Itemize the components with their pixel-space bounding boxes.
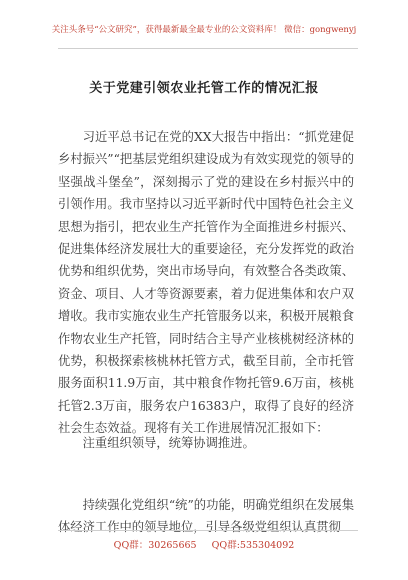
footer (0, 538, 408, 552)
document-title: 关于党建引领农业托管工作的情况汇报 (89, 81, 319, 96)
footer-qq-group-1: QQ群：30265665 (113, 540, 197, 551)
paragraph-heading: 注重组织领导，统筹协调推进。 (82, 436, 255, 450)
paragraph-body: 持续强化党组织“统”的功能，明确党组织在发展集体经济工作中的领导地位，引导各级党组织认真贯彻 (58, 498, 354, 535)
footer-qq-group-2: QQ群:535304092 (211, 540, 295, 551)
header-banner: 关注头条号“公文研究”，获得最新最全最专业的公文资料库！ 微信：gongwenyj (51, 25, 357, 35)
footer-divider (58, 530, 358, 531)
paragraph-intro: 习近平总书记在党的XX大报告中指出：“抓党建促乡村振兴”“把基层党组织建设成为有效实现党的领导的坚强战斗堡垒”，深刻揭示了党的建设在乡村振兴中的引领作用。我市坚持以习近平新时代中国特色社会主义思想为指引，把农业生产托管作为全面推进乡村振兴、促进集体经济发展壮大的重要途径，充分发挥党的政治优势和组织优势，突出市场导向，有效整合各类政策、资金、项目、人才等资源要素，着力促进集体和农户双增收。我市实施农业生产托管服务以来，积极开展粮食作物农业生产托管，同时结合主导产业核桃树经济林的优势，积极探索核桃林托管方式，截至目前，全市托管服务面积11.9万亩，其中粮食作物托管9.6万亩，核桃托管2.3万亩，服务农户16383户，取得了良好的经济社会生态效益。现将有关工作进展情况汇报如下： (58, 130, 354, 436)
header-divider (58, 48, 358, 49)
